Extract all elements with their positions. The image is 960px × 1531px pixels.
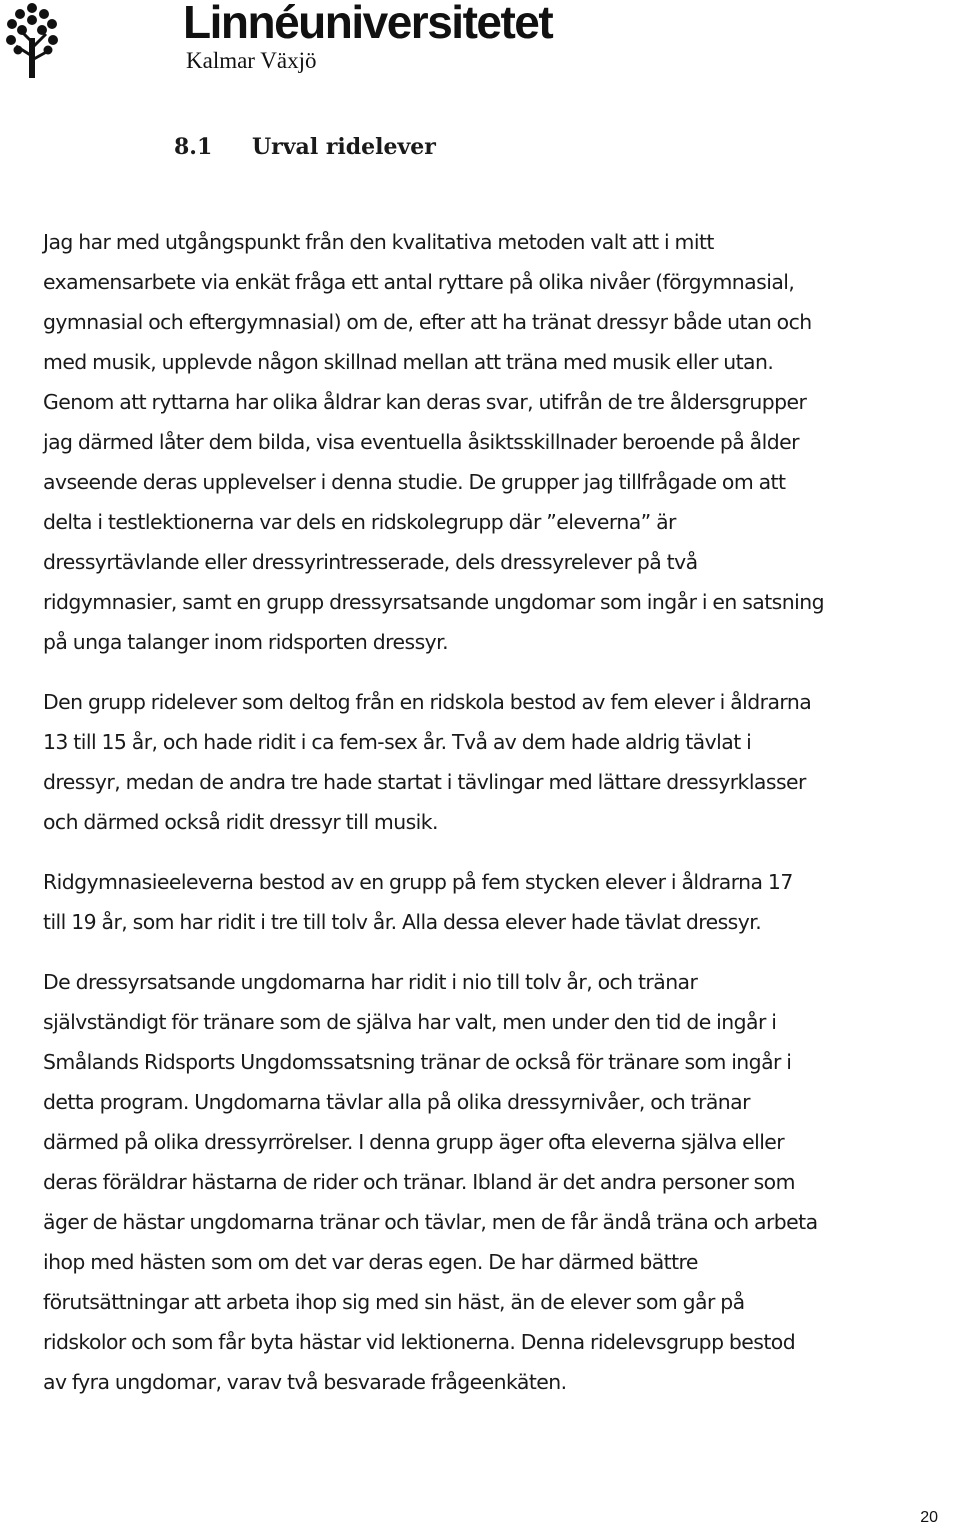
page-header (0, 0, 960, 90)
text-line: dressyrtävlande eller dressyrintresserade, dels dressyrelever på två (43, 550, 698, 574)
text-line: ridgymnasier, samt en grupp dressyrsatsande ungdomar som ingår i en satsning (43, 590, 824, 614)
page-number: 20 (920, 1509, 938, 1526)
text-line: därmed på olika dressyrrörelser. I denna grupp äger ofta eleverna själva eller (43, 1130, 785, 1154)
text-line: detta program. Ungdomarna tävlar alla på olika dressyrnivåer, och tränar (43, 1090, 750, 1114)
text-line: ihop med hästen som om det var deras egen. De har därmed bättre (43, 1250, 698, 1274)
text-line: till 19 år, som har ridit i tre till tolv år. Alla dessa elever hade tävlat dressyr. (43, 910, 762, 934)
text-line: Genom att ryttarna har olika åldrar kan deras svar, utifrån de tre åldersgrupper (43, 390, 807, 414)
text-line: dressyr, medan de andra tre hade startat i tävlingar med lättare dressyrklasser (43, 770, 806, 794)
text-line: Den grupp ridelever som deltog från en ridskola bestod av fem elever i åldrarna (43, 690, 812, 714)
section-number: 8.1 (174, 134, 213, 160)
text-line: på unga talanger inom ridsporten dressyr. (43, 630, 449, 654)
section-title: Urval ridelever (252, 134, 436, 160)
text-line: delta i testlektionerna var dels en ridskolegrupp där ”eleverna” är (43, 510, 676, 534)
text-line: självständigt för tränare som de själva har valt, men under den tid de ingår i (43, 1010, 777, 1034)
body-text (43, 222, 960, 1422)
text-line: av fyra ungdomar, varav två besvarade frågeenkäten. (43, 1370, 567, 1394)
university-name: Linnéuniversitetet (183, 0, 553, 48)
text-line: gymnasial och eftergymnasial) om de, efter att ha tränat dressyr både utan och (43, 310, 812, 334)
text-line: De dressyrsatsande ungdomarna har ridit i nio till tolv år, och tränar (43, 970, 698, 994)
text-line: äger de hästar ungdomarna tränar och tävlar, men de får ändå träna och arbeta (43, 1210, 818, 1234)
text-line: avseende deras upplevelser i denna studie. De grupper jag tillfrågade om att (43, 470, 786, 494)
paragraph (43, 862, 960, 942)
text-line: deras föräldrar hästarna de rider och tränar. Ibland är det andra personer som (43, 1170, 795, 1194)
university-cities: Kalmar Växjö (186, 48, 317, 73)
text-line: med musik, upplevde någon skillnad mellan att träna med musik eller utan. (43, 350, 774, 374)
university-tree-logo-icon (6, 2, 58, 78)
text-line: och därmed också ridit dressyr till musik. (43, 810, 438, 834)
section-heading (174, 130, 436, 164)
text-line: Ridgymnasieeleverna bestod av en grupp på fem stycken elever i åldrarna 17 (43, 870, 793, 894)
text-line: Smålands Ridsports Ungdomssatsning tränar de också för tränare som ingår i (43, 1050, 792, 1074)
text-line: examensarbete via enkät fråga ett antal ryttare på olika nivåer (förgymnasial, (43, 270, 795, 294)
paragraph (43, 222, 960, 662)
text-line: 13 till 15 år, och hade ridit i ca fem-sex år. Två av dem hade aldrig tävlat i (43, 730, 752, 754)
text-line: ridskolor och som får byta hästar vid lektionerna. Denna ridelevsgrupp bestod (43, 1330, 796, 1354)
text-line: jag därmed låter dem bilda, visa eventuella åsiktsskillnader beroende på ålder (43, 430, 799, 454)
text-line: förutsättningar att arbeta ihop sig med sin häst, än de elever som går på (43, 1290, 745, 1314)
text-line: Jag har med utgångspunkt från den kvalitativa metoden valt att i mitt (43, 230, 714, 254)
paragraph (43, 962, 960, 1402)
paragraph (43, 682, 960, 842)
